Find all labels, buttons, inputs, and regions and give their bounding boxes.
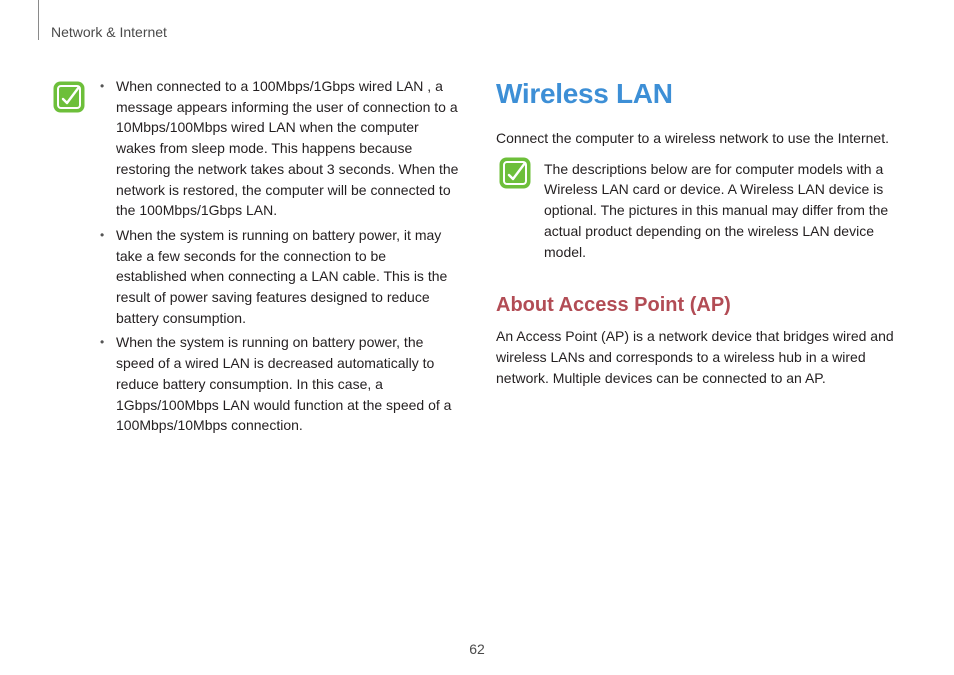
subheading: About Access Point (AP) [496,294,731,317]
note-block [496,159,896,263]
note-text: When the system is running on battery power, it may take a few seconds for the connection to be established when connecting a LAN cable. This is the result of power saving features designed to reduce battery consumption. [116,226,448,326]
note-pencil-icon [498,156,532,190]
page-number: 62 [469,641,485,657]
note-pencil-icon [52,80,86,114]
header-rule [38,0,39,40]
bullet: • [100,335,105,350]
list-item [98,76,460,221]
note-text: When connected to a 100Mbps/1Gbps wired LAN , a message appears informing the user of connection to a 10Mbps/100Mbps wired LAN when the computer wakes from sleep mode. This happens because restoring the network takes about 3 seconds. When the network is restored, the computer will be connected to the 100Mbps/1Gbps LAN. [116,78,459,219]
note-text: When the system is running on battery power, the speed of a wired LAN is decreased automatically to reduce battery consumption. In this case, a 1Gbps/100Mbps LAN would function at the speed of a 100Mbps/10Mbps connection. [116,334,452,434]
main-content [496,76,896,388]
notes-list [98,76,460,436]
page-title: Wireless LAN [496,78,673,109]
intro-text: Connect the computer to a wireless network to use the Internet. [496,130,889,146]
left-notes [98,76,460,440]
bullet: • [100,79,105,93]
bullet: • [100,227,105,242]
section-label: Network & Internet [51,24,167,40]
note-text: The descriptions below are for computer models with a Wireless LAN card or device. A Wireless LAN device is optional. The pictures in this manual may differ from the actual product depending on the wireless LAN device model. [544,160,889,260]
list-item [98,332,460,436]
body-paragraph: An Access Point (AP) is a network device that bridges wired and wireless LANs and corresponds to a wireless hub in a wired network. Multiple devices can be connected to an AP. [496,328,894,386]
list-item [98,225,460,329]
